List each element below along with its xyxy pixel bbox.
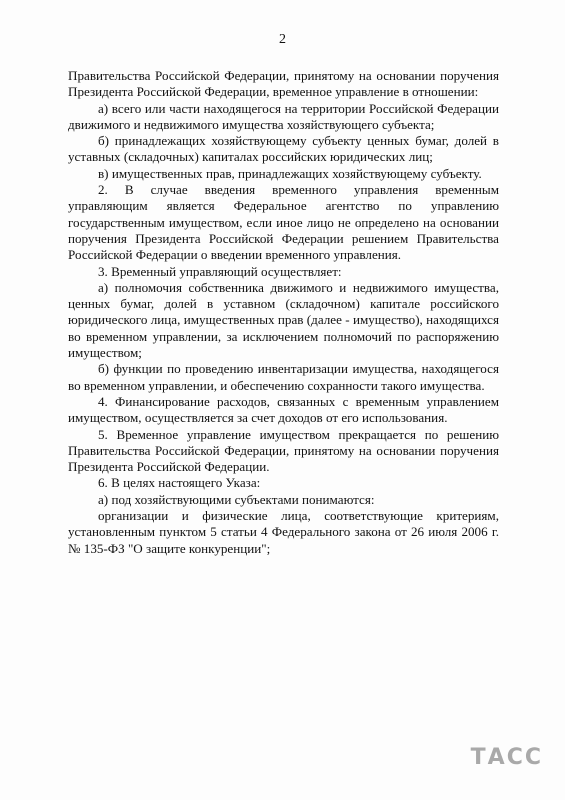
paragraph-item-v: в) имущественных прав, принадлежащих хозяйствующему субъекту. [98,165,482,181]
paragraph-item-b: б) принадлежащих хозяйствующему субъекту ценных бумаг, долей в уставных (складочных) капиталах российских юридических лиц; [68,133,499,165]
paragraph-item-a: а) всего или части находящегося на территории Российской Федерации движимого и недвижимого имущества хозяйствующего субъекта; [68,100,499,132]
tass-logo: ТАСС [470,745,543,770]
paragraph-clause-6a: а) под хозяйствующими субъектами понимаются: [98,491,375,507]
paragraph-clause-3b: б) функции по проведению инвентаризации имущества, находящегося во временном управлении, и обеспечению сохранности такого имущества. [68,361,499,393]
paragraph-clause-3a: а) полномочия собственника движимого и недвижимого имущества, ценных бумаг, долей в уставном (складочном) капитале российского юридического лица, имущественных прав (далее - имущество), находящихся во временном управлении, за исключением полномочий по распоряжению имуществом; [68,279,499,361]
paragraph-clause-6: 6. В целях настоящего Указа: [98,475,261,491]
document-body [68,68,499,557]
paragraph-clause-6a-def: организации и физические лица, соответствующие критериям, установленным пунктом 5 статьи 4 Федерального закона от 26 июля 2006 г. № 135-ФЗ "О защите конкуренции"; [68,508,499,556]
paragraph-intro: Правительства Российской Федерации, принятому на основании поручения Президента Российской Федерации, временное управление в отношении: [68,68,499,100]
page-number: 2 [279,32,286,47]
paragraph-clause-3: 3. Временный управляющий осуществляет: [98,263,342,279]
paragraph-clause-5: 5. Временное управление имуществом прекращается по решению Правительства Российской Федерации, принятому на основании поручения Президента Российской Федерации. [68,426,499,475]
paragraph-clause-2: 2. В случае введения временного управления временным управляющим является Федеральное агентство по управлению государственным имуществом, если иное лицо не определено на основании поручения Президента Российской Федерации решением Правительства Российской Федерации о введении временного управления. [68,182,499,263]
paragraph-clause-4: 4. Финансирование расходов, связанных с временным управлением имуществом, осуществляется за счет доходов от его использования. [68,393,499,426]
